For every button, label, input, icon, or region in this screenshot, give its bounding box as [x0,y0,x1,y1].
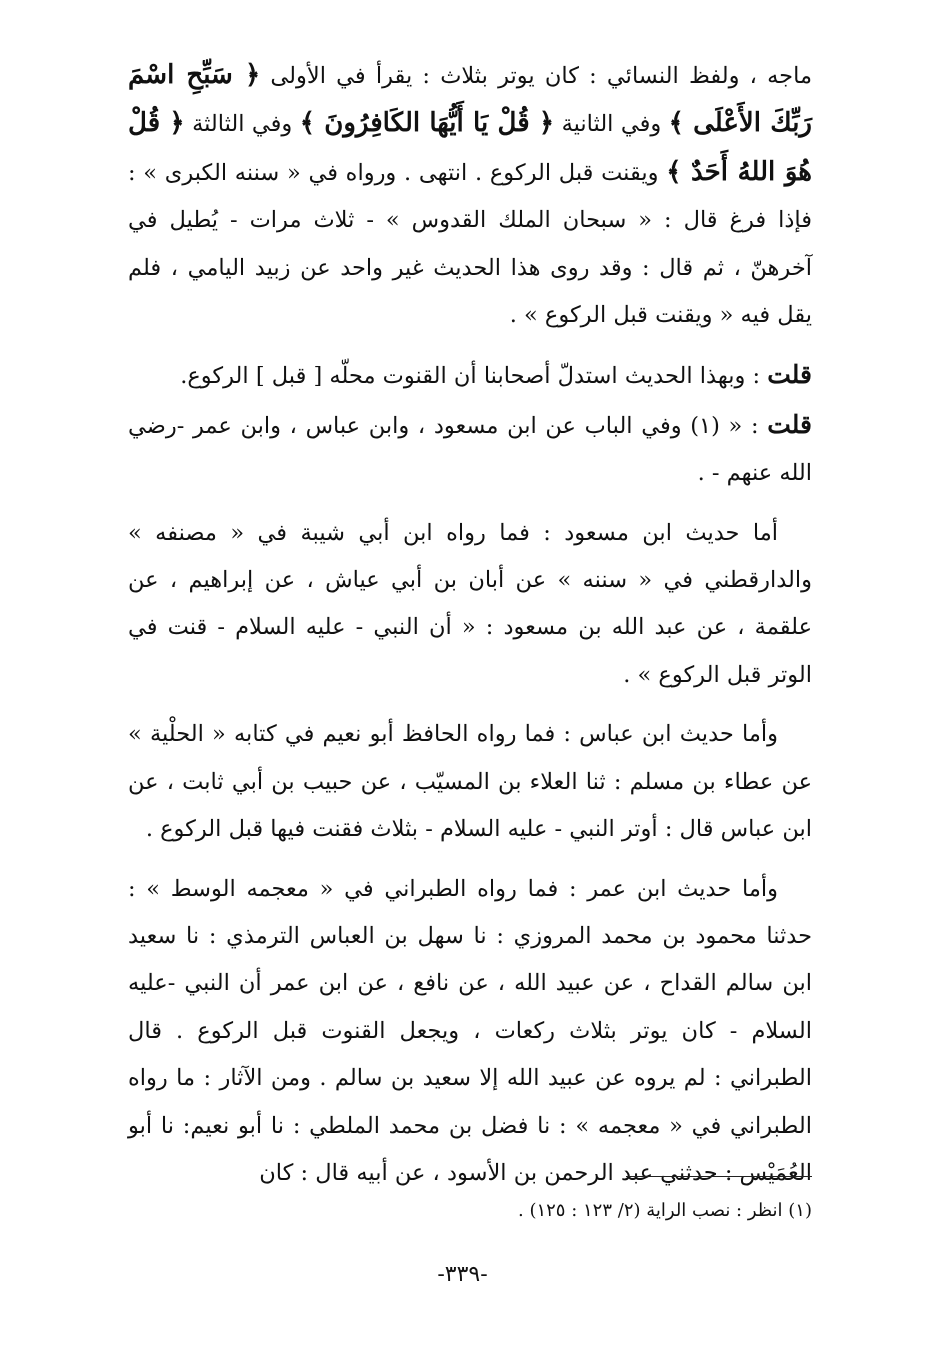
paragraph-2 [128,351,812,400]
page-body [128,52,812,1197]
paragraph-1-text-b: وفي الثانية [561,111,662,138]
footnote-divider [626,1176,812,1177]
paragraph-1-text: ماجه ، ولفظ النسائي : كان يوتر بثلاث : يقرأ في الأولى [270,63,812,89]
paragraph-4: أما حديث ابن مسعود : فما رواه ابن أبي شيبة في « مصنفه » والدارقطني في « سننه » عن أبان بن أبي عياش ، عن إبراهيم ، عن علقمة ، عن عبد الله بن مسعود : « أن النبي - عليه السلام - قنت في الوتر قبل الركوع » . [128,519,812,688]
paragraph-1-text-c: وفي الثالثة [192,111,293,138]
qultu-label: قلت [767,409,812,439]
paragraph-1-text-d: ويقنت قبل الركوع . انتهى . ورواه في « سننه الكبرى » : فإذا فرغ قال : « سبحان الملك القدوس » - ثلاث مرات - يُطيل في آخرهنّ ، ثم قال : وقد روى هذا الحديث غير واحد عن زبيد اليامي ، فلم يقل فيه « ويقنت قبل الركوع » . [128,159,812,329]
paragraph-5: وأما حديث ابن عباس : فما رواه الحافظ أبو نعيم في كتابه « الحلْية » عن عطاء بن مسلم : ثنا العلاء بن المسيّب ، عن حبيب بن أبي ثابت ، عن ابن عباس قال : أوتر النبي - عليه السلام - بثلاث فقنت فيها قبل الركوع . [128,721,812,843]
paragraph-3-text: : « (١) وفي الباب عن ابن مسعود ، وابن عباس ، وابن عمر -رضي الله عنهم - . [128,412,812,487]
qultu-label: قلت [767,360,812,390]
quran-verse-2: ﴿ قُلْ يَا أَيُّهَا الكَافِرُونَ ﴾ [299,108,555,139]
quran-verse-3: ﴿ قُلْ هُوَ اللهُ أَحَدٌ ﴾ [128,108,812,187]
page-number: -٣٣٩- [437,1262,488,1287]
paragraph-1 [128,52,812,339]
paragraph-6: وأما حديث ابن عمر : فما رواه الطبراني في « معجمه الوسط » : حدثنا محمود بن محمد المروزي : نا سهل بن العباس الترمذي : نا سعيد ابن سالم القداح ، عن عبيد الله ، عن نافع ، عن ابن عمر أن النبي -عليه السلام - كان يوتر بثلاث ركعات ، ويجعل القنوت قبل الركوع . قال الطبراني : لم يروه عن عبيد الله إلا سعيد بن سالم . ومن الآثار : ما رواه الطبراني في « معجمه » : نا فضل بن محمد الملطي : نا أبو نعيم: نا أبو العُمَيْس : حدثني عبد الرحمن بن الأسود ، عن أبيه قال : كان [128,875,812,1186]
footnote: (١) انظر : نصب الراية (٢/ ١٢٣ : ١٢٥) . [518,1200,812,1221]
quran-verse-1: ﴿ سَبِّحِ اسْمَ رَبِّكَ الأَعْلَى ﴾ [128,60,812,139]
paragraph-3 [128,401,812,498]
paragraph-2-text: : وبهذا الحديث استدلّ أصحابنا أن القنوت محلّه [ قبل ] الركوع. [180,363,761,390]
